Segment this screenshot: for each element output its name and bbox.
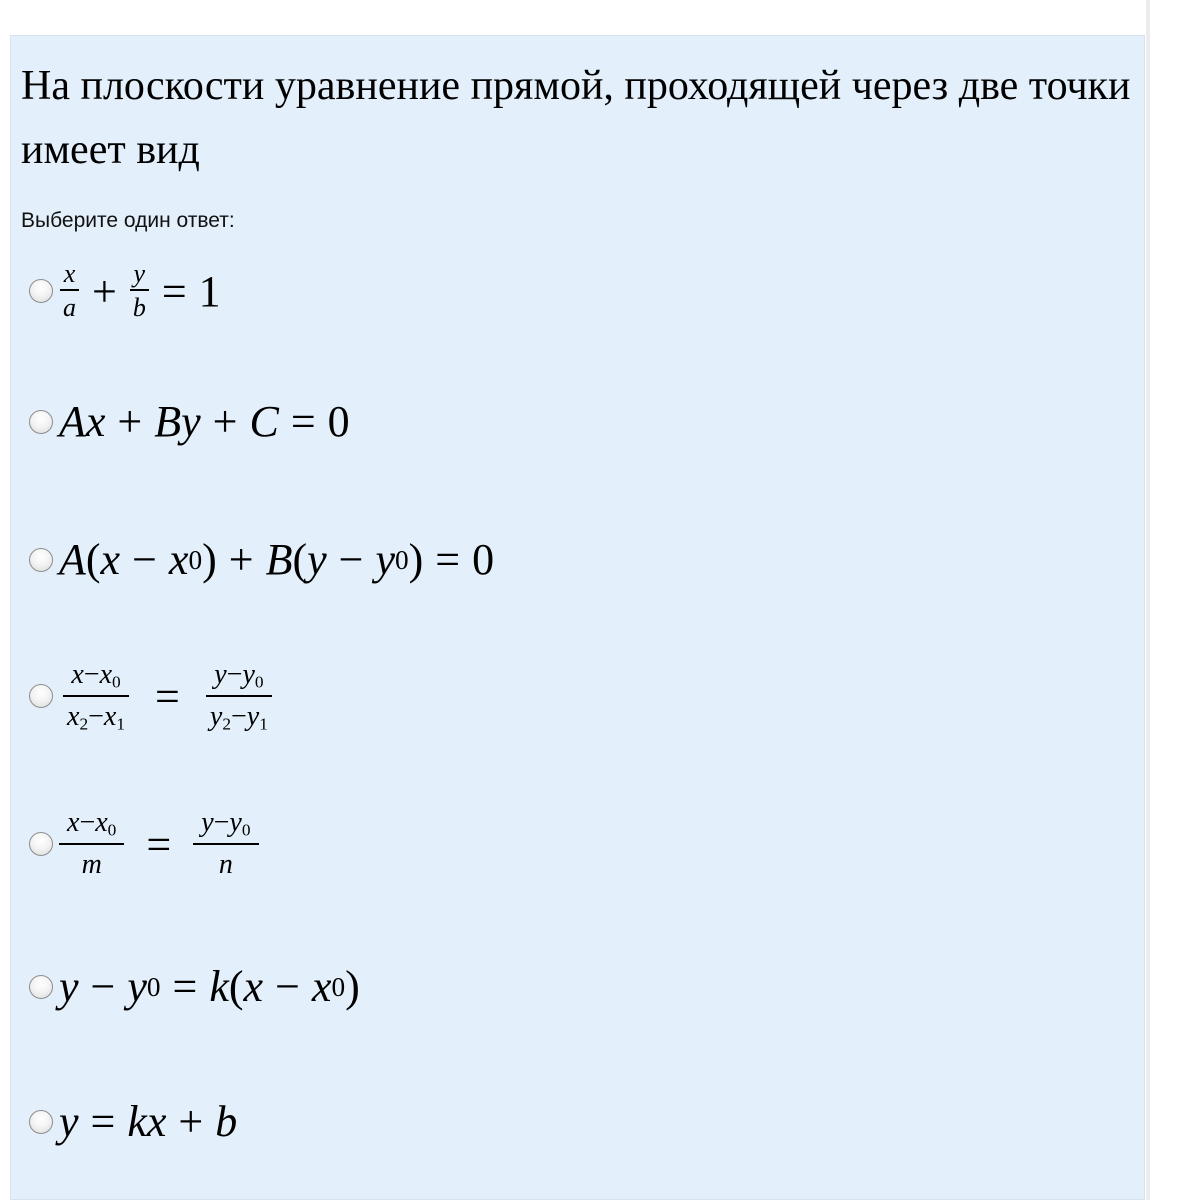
radio-button[interactable] [29, 1110, 53, 1134]
question-text: На плоскости уравнение прямой, проходящей через две точки имеет вид [21, 63, 1131, 173]
radio-button[interactable] [29, 684, 53, 708]
question-card [10, 35, 1145, 1200]
option-slope-intercept-form[interactable] [29, 1096, 237, 1147]
formula-slope-intercept-form: y = kx + b [59, 1097, 238, 1146]
formula-canonical-form: $\frac{x-x_0}{m}$ = $\frac{y-y_0}{n}$ [59, 809, 259, 879]
formula-intercept-form: $\frac{x}{a}$ + $\frac{y}{b}$ = 1 [59, 261, 221, 321]
option-general-form[interactable] [29, 396, 350, 447]
radio-button[interactable] [29, 548, 53, 572]
answer-prompt: Выберите один ответ: [21, 209, 235, 232]
radio-button[interactable] [29, 832, 53, 856]
formula-normal-vector-form: A ( x − x 0 ) + B ( y − y 0 ) = 0 [59, 535, 495, 584]
option-normal-vector-form[interactable] [29, 534, 494, 585]
option-intercept-form[interactable] [29, 261, 221, 321]
formula-general-form: Ax + By + C = 0 [59, 397, 350, 446]
page-edge [1146, 0, 1150, 1200]
radio-button[interactable] [29, 975, 53, 999]
option-two-point-form[interactable] [29, 659, 276, 734]
radio-button[interactable] [29, 410, 53, 434]
formula-point-slope-form: y − y 0 = k ( x − x 0 ) [59, 962, 360, 1011]
option-point-slope-form[interactable] [29, 961, 360, 1012]
option-canonical-form[interactable] [29, 809, 259, 879]
formula-two-point-form: $\frac{x-x_0}{x_2-x_1}$ = $\frac{y-y_0}{y_2-y_1}$ [59, 661, 276, 731]
radio-button[interactable] [29, 279, 53, 303]
